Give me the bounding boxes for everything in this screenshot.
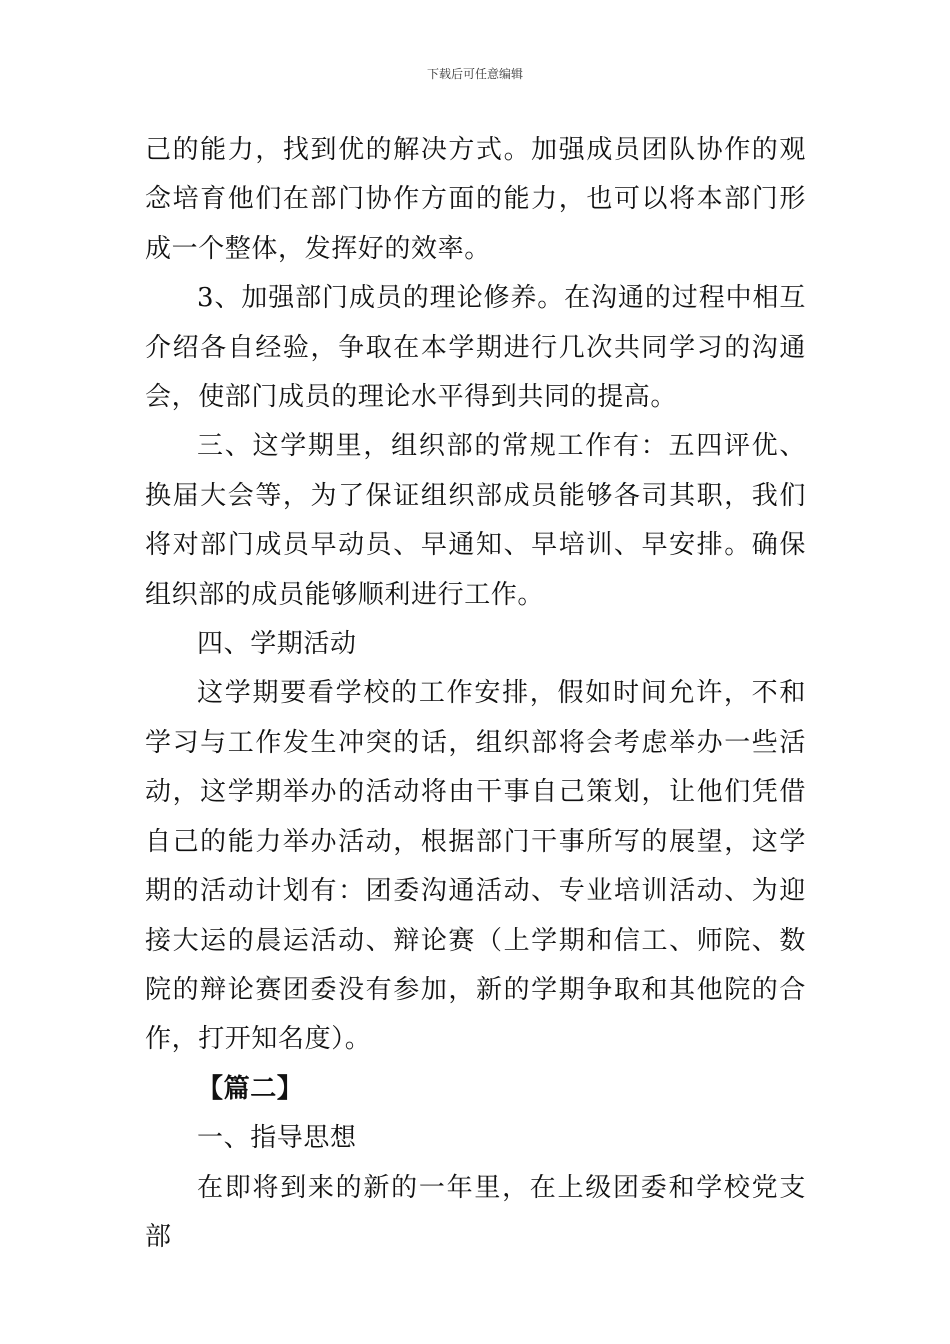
section-heading-part-two: 【篇二】 [197,1073,304,1104]
paragraph-section-three: 三、这学期里，组织部的常规工作有：五四评优、换届大会等，为了保证组织部成员能够各司其职，我们将对部门成员早动员、早通知、早培训、早安排。确保组织部的成员能够顺利进行工作。 [145,431,806,610]
paragraph-continued-text: 己的能力，找到优的解决方式。加强成员团队协作的观念培育他们在部门协作方面的能力，也可以将本部门形成一个整体，发挥好的效率。 [145,135,806,264]
header-note: 下载后可任意编辑 [426,67,523,81]
section-heading-four: 四、学期活动 [197,629,357,660]
paragraph-final-line: 在即将到来的新的一年里，在上级团委和学校党支部 [145,1172,806,1252]
paragraph-term-activities: 这学期要看学校的工作安排，假如时间允许，不和学习与工作发生冲突的话，组织部将会考虑举办一些活动，这学期举办的活动将由干事自己策划，让他们凭借自己的能力举办活动，根据部门干事所写的展望，这学期的活动计划有：团委沟通活动、专业培训活动、为迎接大运的晨运活动、辩论赛（上学期和信工、师院、数院的辩论赛团委没有参加，新的学期争取和其他院的合作，打开知名度）。 [145,678,806,1055]
section-heading-guiding-thought: 一、指导思想 [197,1123,357,1154]
paragraph-item-3: 3、加强部门成员的理论修养。在沟通的过程中相互介绍各自经验，争取在本学期进行几次共同学习的沟通会，使部门成员的理论水平得到共同的提高。 [145,283,806,413]
document-body [145,126,806,1262]
